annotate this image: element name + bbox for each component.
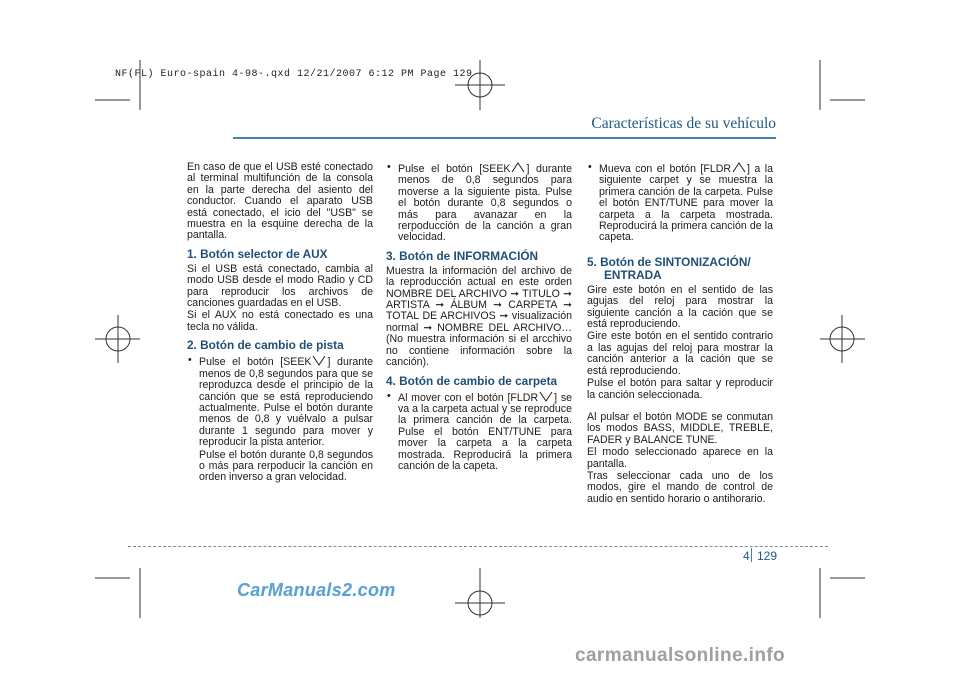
tune-paragraph-3: Pulse el botón para saltar y reproducir la canción seleccionada.: [587, 377, 773, 401]
folder-up-post: ] a la siguiente carpet y se muestra la primera canción de la carpeta. Pulse el botón ENT/TUNE para mover la carpeta a la carpeta mostrada. Reproducirá la primera canción de la capeta.: [599, 163, 774, 244]
aux-paragraph-1: Si el USB está conectado, cambia al modo USB desde el modo Radio y CD para reproducir los archivos de canciones guardadas en el USB.: [187, 262, 373, 310]
info-paragraph: Muestra la información del archivo de la reproducción actual en este orden NOMBRE DEL ARCHIVO ➞ TITULO ➞ ARTISTA ➞ ÁLBUM ➞ CARPETA ➞ TOTAL DE ARCHIVOS ➞ visualización normal ➞ NOMBRE DEL ARCHIVO… (No muestra información si el arcchivo no contiene información sobre la canción).: [386, 264, 572, 369]
mode-paragraph-3: Tras seleccionar cada uno de los modos, gire el mando de control de audio en sentido horario o antihorario.: [587, 469, 773, 505]
page-separator: [751, 548, 752, 562]
chevron-down-icon: [312, 355, 326, 366]
track-list: [187, 355, 373, 448]
chapter-number: 4: [743, 549, 750, 563]
list-item: [587, 162, 773, 244]
chevron-up-icon: [511, 162, 525, 173]
mode-paragraph-2: El modo seleccionado aparece en la pantalla.: [587, 446, 773, 470]
column-2: [386, 162, 572, 473]
title-rule: [233, 137, 776, 139]
heading-aux-selector: 1. Botón selector de AUX: [187, 246, 328, 261]
tune-paragraph-1: Gire este botón en el sentido de las agujas del reloj para mostrar la siguiente canción a la cación que se está reproduciendo.: [587, 283, 773, 331]
folder-up-list: [587, 162, 773, 244]
heading-folder-change: 4. Botón de cambio de carpeta: [386, 373, 558, 388]
heading-tune-line1: 5. Botón de SINTONIZACIÓN/: [587, 254, 751, 269]
tune-paragraph-2: Gire este botón en el sentido contrario a las agujas del reloj para mostrar la canción anterior a la cación que se está reproduciendo.: [587, 330, 773, 377]
seek-up-pre: Pulse el botón [SEEK: [398, 163, 511, 175]
seek-text-post: ] durante menos de 0,8 segundos para que se reproduzca desde el principio de la canción que se está reproduciendo actualmente. Pulse el botón durante menos de 0,8 y vuélvalo a pulsar durante 1 segundo para mover y reproducir la pista anterior.: [199, 356, 373, 449]
chevron-down-icon: [539, 391, 553, 402]
folder-down-pre: Al mover con el botón [FLDR: [398, 391, 539, 404]
list-item: [386, 162, 572, 244]
heading-track-change: 2. Botón de cambio de pista: [187, 338, 344, 353]
heading-info: 3. Botón de INFORMACIÓN: [386, 248, 539, 263]
page-number: 129: [757, 549, 778, 563]
watermark-carmanuals2[interactable]: CarManuals2.com: [237, 580, 396, 600]
seek-up-post: ] durante menos de 0,8 segundos para moverse a la siguiente pista. Pulse el botón durante 0,8 segundos o más para avanazar en la rerpoducción de la canción a gran velocidad.: [398, 163, 572, 244]
seek-text-pre: Pulse el botón [SEEK: [199, 356, 312, 369]
column-1: [187, 162, 373, 485]
seek-up-list: [386, 162, 572, 244]
folder-up-pre: Mueva con el botón [FLDR: [599, 163, 732, 175]
heading-tune-line2: ENTRADA: [604, 267, 662, 282]
list-item: [187, 355, 373, 448]
section-title: Características de su vehículo: [591, 115, 776, 132]
seek-continuation: Pulse el botón durante 0,8 segundos o más para rerpoducir la canción en orden inverso a gran velocidad.: [199, 448, 373, 484]
column-3: [587, 162, 773, 506]
folder-down-post: ] se va a la carpeta actual y se reproduce la primera canción de la carpeta. Pulse el botón ENT/TUNE para mover la carpeta a la carpeta mostrada. Reproducirá la primera canción de la capeta.: [398, 391, 573, 472]
aux-paragraph-2: Si el AUX no está conectado es una tecla no válida.: [187, 309, 373, 333]
print-header: NF(FL) Euro-spain 4-98-.qxd 12/21/2007 6:12 PM Page 129: [115, 69, 473, 80]
watermark-carmanualsonline[interactable]: carmanualsonline.info: [575, 645, 786, 666]
mode-paragraph-1: Al pulsar el botón MODE se conmutan los modos BASS, MIDDLE, TREBLE, FADER y BALANCE TUNE.: [587, 410, 773, 446]
list-item: [386, 391, 572, 473]
intro-paragraph: En caso de que el USB esté conectado al terminal multifunción de la consola en la parte derecha del asiento del conductor. Cuando el aparato USB está conectado, el icio del "USB" se muestra en la esquine derecha de la pantalla.: [187, 161, 373, 242]
heading-tune-enter: [587, 256, 773, 282]
footer-rule: [128, 546, 828, 547]
folder-list: [386, 391, 572, 473]
chevron-up-icon: [732, 162, 746, 173]
